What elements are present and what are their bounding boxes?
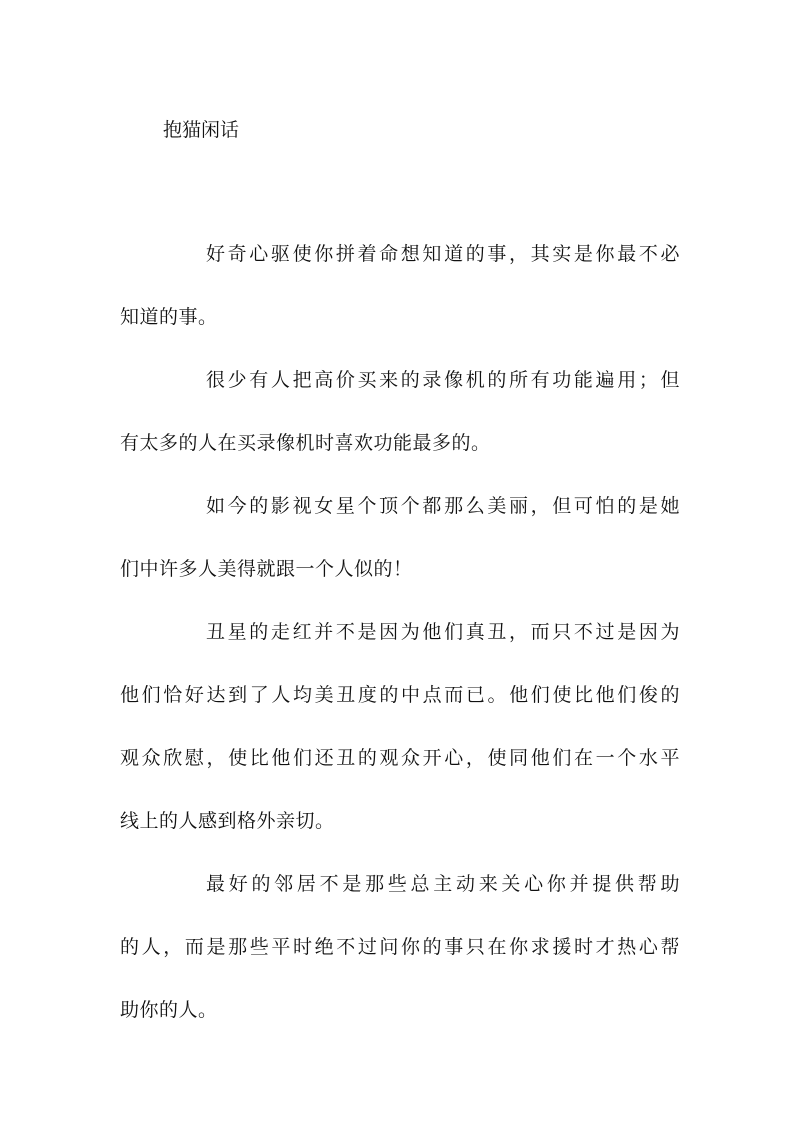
paragraph-3-line-2: 们中许多人美得就跟一个人似的！ bbox=[120, 558, 413, 580]
paragraph-4-line-3: 观众欣慰，使比他们还丑的观众开心，使同他们在一个水平 bbox=[120, 747, 680, 769]
paragraph-1-line-2: 知道的事。 bbox=[120, 306, 218, 328]
paragraph-5-line-3: 助你的人。 bbox=[120, 999, 218, 1021]
paragraph-4-line-4: 线上的人感到格外亲切。 bbox=[120, 810, 335, 832]
paragraph-1-line-1: 好奇心驱使你拼着命想知道的事，其实是你最不必 bbox=[206, 243, 680, 265]
paragraph-4-line-2: 他们恰好达到了人均美丑度的中点而已。他们使比他们俊的 bbox=[120, 684, 680, 706]
paragraph-5-line-2: 的人，而是那些平时绝不过问你的事只在你求援时才热心帮 bbox=[120, 936, 680, 958]
paragraph-2-line-2: 有太多的人在买录像机时喜欢功能最多的。 bbox=[120, 432, 491, 454]
paragraph-2-line-1: 很少有人把高价买来的录像机的所有功能遍用；但 bbox=[206, 369, 680, 391]
paragraph-5-line-1: 最好的邻居不是那些总主动来关心你并提供帮助 bbox=[206, 873, 680, 895]
document-title: 抱猫闲话 bbox=[163, 119, 240, 141]
paragraph-3-line-1: 如今的影视女星个顶个都那么美丽，但可怕的是她 bbox=[206, 495, 680, 517]
paragraph-4-line-1: 丑星的走红并不是因为他们真丑，而只不过是因为 bbox=[206, 621, 680, 643]
